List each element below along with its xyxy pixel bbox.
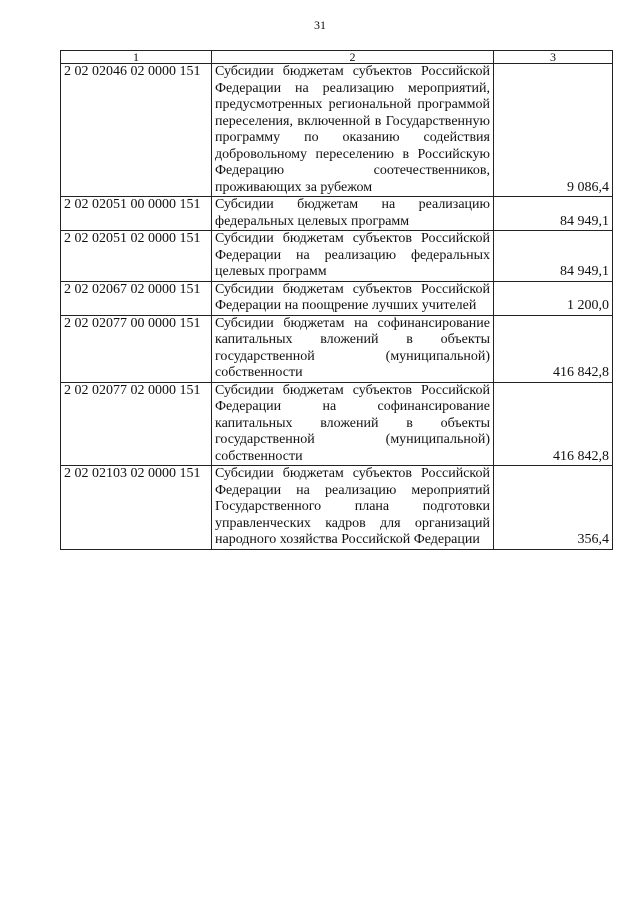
budget-code-cell: 2 02 02103 02 0000 151: [61, 466, 212, 550]
amount-cell: 416 842,8: [494, 382, 613, 466]
description-cell: Субсидии бюджетам субъектов Российской Федерации на реализацию федеральных целевых программ: [212, 231, 494, 282]
budget-code-cell: 2 02 02077 00 0000 151: [61, 315, 212, 382]
column-header-amount: 3: [494, 51, 613, 64]
page-number: 31: [314, 18, 326, 32]
description-cell: Субсидии бюджетам субъектов Российской Федерации на поощрение лучших учителей: [212, 281, 494, 315]
budget-code-cell: 2 02 02077 02 0000 151: [61, 382, 212, 466]
table-header-row: [61, 51, 613, 64]
table-row: [61, 466, 613, 550]
table-row: [61, 64, 613, 197]
description-cell: Субсидии бюджетам на реализацию федеральных целевых программ: [212, 197, 494, 231]
table-row: [61, 197, 613, 231]
budget-table: [60, 50, 613, 550]
description-cell: Субсидии бюджетам субъектов Российской Федерации на софинансирование капитальных вложений в объекты государственной (муниципальной) собственности: [212, 382, 494, 466]
budget-code-cell: 2 02 02051 02 0000 151: [61, 231, 212, 282]
amount-cell: 84 949,1: [494, 197, 613, 231]
table-row: [61, 281, 613, 315]
budget-code-cell: 2 02 02046 02 0000 151: [61, 64, 212, 197]
amount-cell: 1 200,0: [494, 281, 613, 315]
amount-cell: 356,4: [494, 466, 613, 550]
table-row: [61, 231, 613, 282]
table-row: [61, 382, 613, 466]
description-cell: Субсидии бюджетам на софинансирование капитальных вложений в объекты государственной (муниципальной) собственности: [212, 315, 494, 382]
amount-cell: 9 086,4: [494, 64, 613, 197]
budget-code-cell: 2 02 02051 00 0000 151: [61, 197, 212, 231]
table-row: [61, 315, 613, 382]
description-cell: Субсидии бюджетам субъектов Российской Федерации на реализацию мероприятий Государственного плана подготовки управленческих кадров для организаций народного хозяйства Российской Федерации: [212, 466, 494, 550]
description-cell: Субсидии бюджетам субъектов Российской Федерации на реализацию мероприятий, предусмотренных региональной программой переселения, включенной в Государственную программу по оказанию содействия добровольному переселению в Российскую Федерацию соотечественников, проживающих за рубежом: [212, 64, 494, 197]
amount-cell: 416 842,8: [494, 315, 613, 382]
column-header-description: 2: [212, 51, 494, 64]
amount-cell: 84 949,1: [494, 231, 613, 282]
column-header-code: 1: [61, 51, 212, 64]
budget-code-cell: 2 02 02067 02 0000 151: [61, 281, 212, 315]
